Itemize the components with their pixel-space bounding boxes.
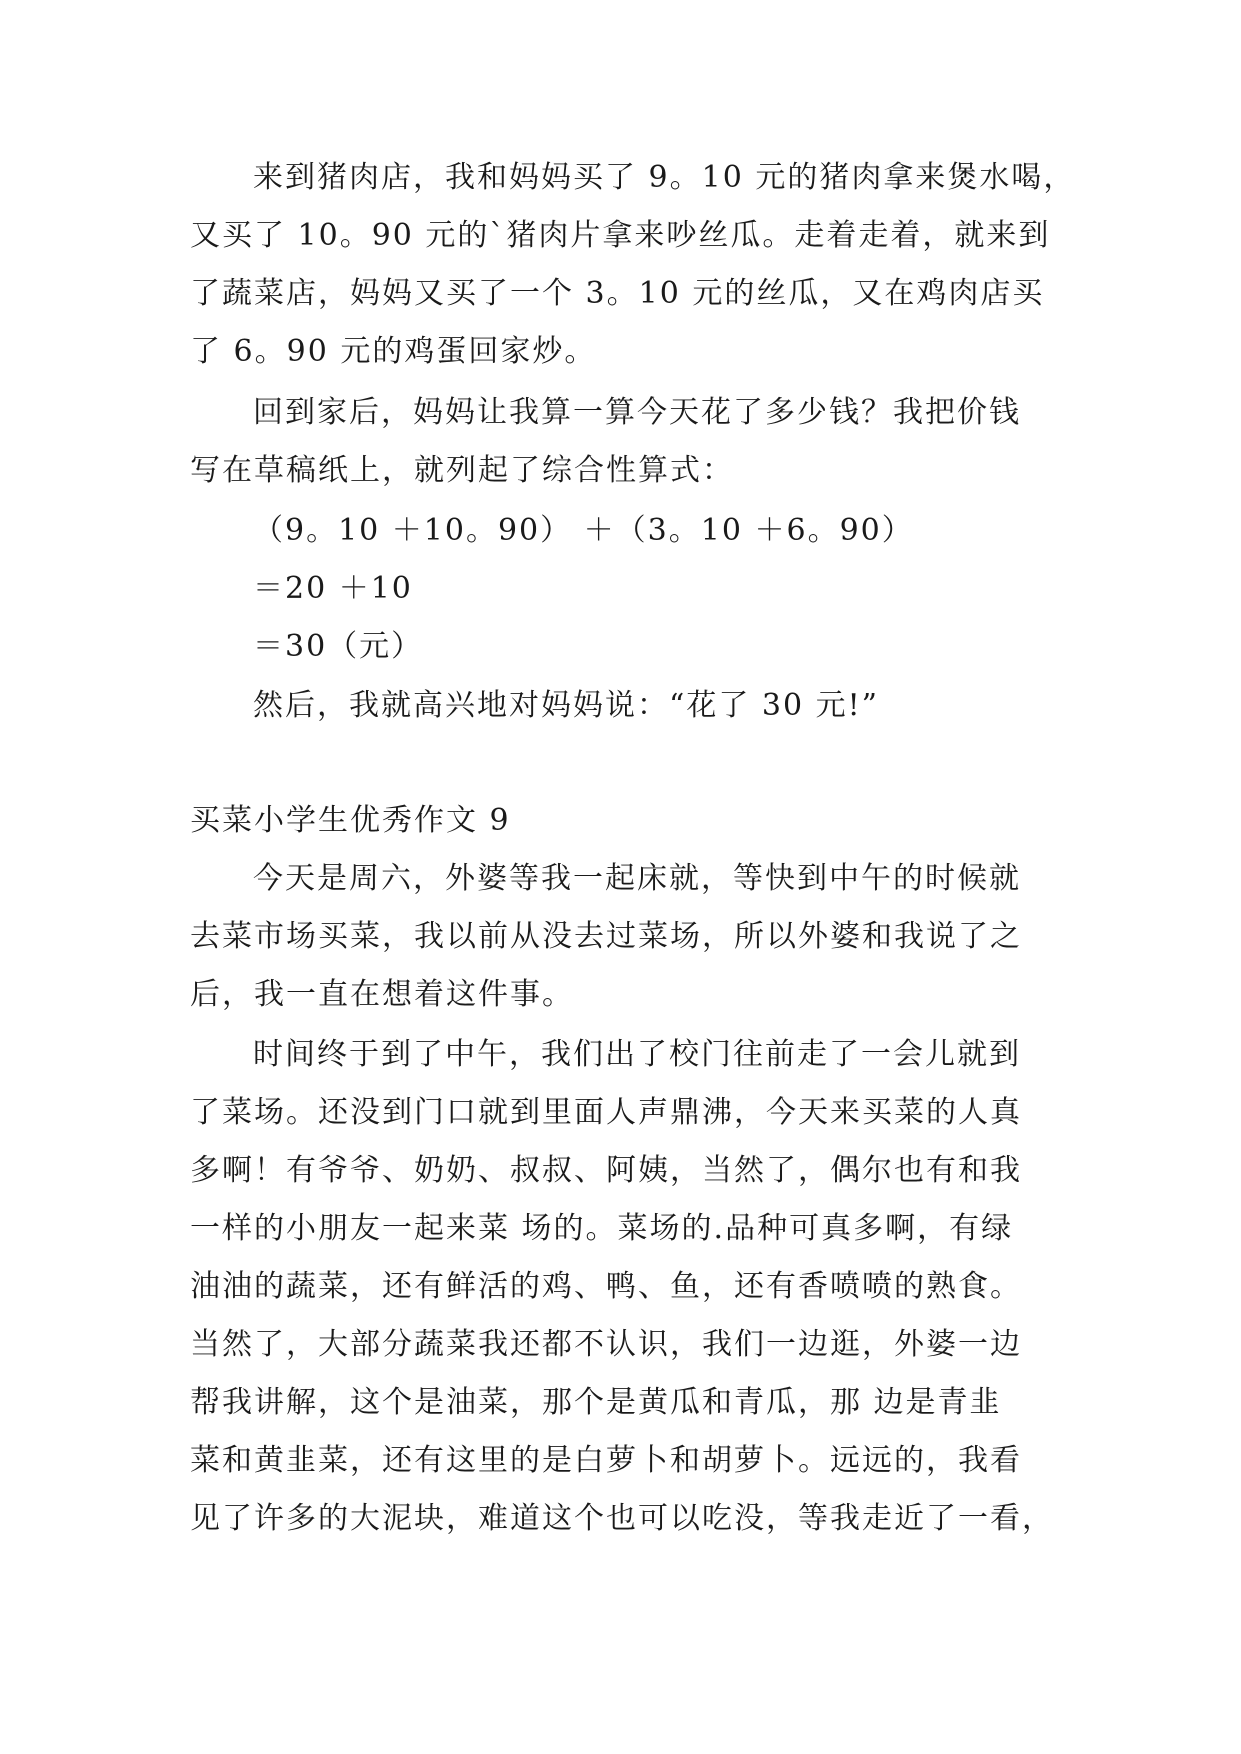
paragraph-line: 见了许多的大泥块，难道这个也可以吃没，等我走近了一看， — [190, 1501, 1054, 1536]
paragraph-line: 来到猪肉店，我和妈妈买了 9。10 元的猪肉拿来煲水喝， — [253, 160, 1076, 195]
paragraph-line: 了 6。90 元的鸡蛋回家炒。 — [190, 334, 597, 369]
formula-line: ＝20 ＋10 — [253, 571, 413, 606]
section-title: 买菜小学生优秀作文 9 — [190, 803, 511, 838]
paragraph-line: 了蔬菜店，妈妈又买了一个 3。10 元的丝瓜，又在鸡肉店买 — [190, 276, 1045, 311]
paragraph-line: 今天是周六，外婆等我一起床就，等快到中午的时候就 — [253, 861, 1021, 896]
paragraph-line: 去菜市场买菜，我以前从没去过菜场，所以外婆和我说了之 — [190, 919, 1022, 954]
paragraph-line: 了菜场。还没到门口就到里面人声鼎沸，今天来买菜的人真 — [190, 1095, 1022, 1130]
paragraph-line: 油油的蔬菜，还有鲜活的鸡、鸭、鱼，还有香喷喷的熟食。 — [190, 1269, 1022, 1304]
paragraph-line: 菜和黄韭菜，还有这里的是白萝卜和胡萝卜。远远的，我看 — [190, 1443, 1022, 1478]
formula-line: （9。10 ＋10。90） ＋（3。10 ＋6。90） — [253, 513, 914, 548]
paragraph-line: 帮我讲解，这个是油菜，那个是黄瓜和青瓜，那 边是青韭 — [190, 1385, 1002, 1420]
paragraph-line: 写在草稿纸上，就列起了综合性算式： — [190, 453, 734, 488]
paragraph-line: 回到家后，妈妈让我算一算今天花了多少钱？我把价钱 — [253, 395, 1021, 430]
paragraph-line: 当然了，大部分蔬菜我还都不认识，我们一边逛，外婆一边 — [190, 1327, 1022, 1362]
paragraph-line: 时间终于到了中午，我们出了校门往前走了一会儿就到 — [253, 1037, 1021, 1072]
paragraph-line: 后，我一直在想着这件事。 — [190, 977, 574, 1012]
paragraph-line: 一样的小朋友一起来菜 场的。菜场的.品种可真多啊，有绿 — [190, 1211, 1014, 1246]
formula-line: ＝30（元） — [253, 629, 424, 664]
paragraph-line: 然后，我就高兴地对妈妈说：“花了 30 元!” — [253, 688, 879, 723]
paragraph-line: 又买了 10。90 元的`猪肉片拿来吵丝瓜。走着走着，就来到 — [190, 218, 1051, 253]
paragraph-line: 多啊！有爷爷、奶奶、叔叔、阿姨，当然了，偶尔也有和我 — [190, 1153, 1022, 1188]
